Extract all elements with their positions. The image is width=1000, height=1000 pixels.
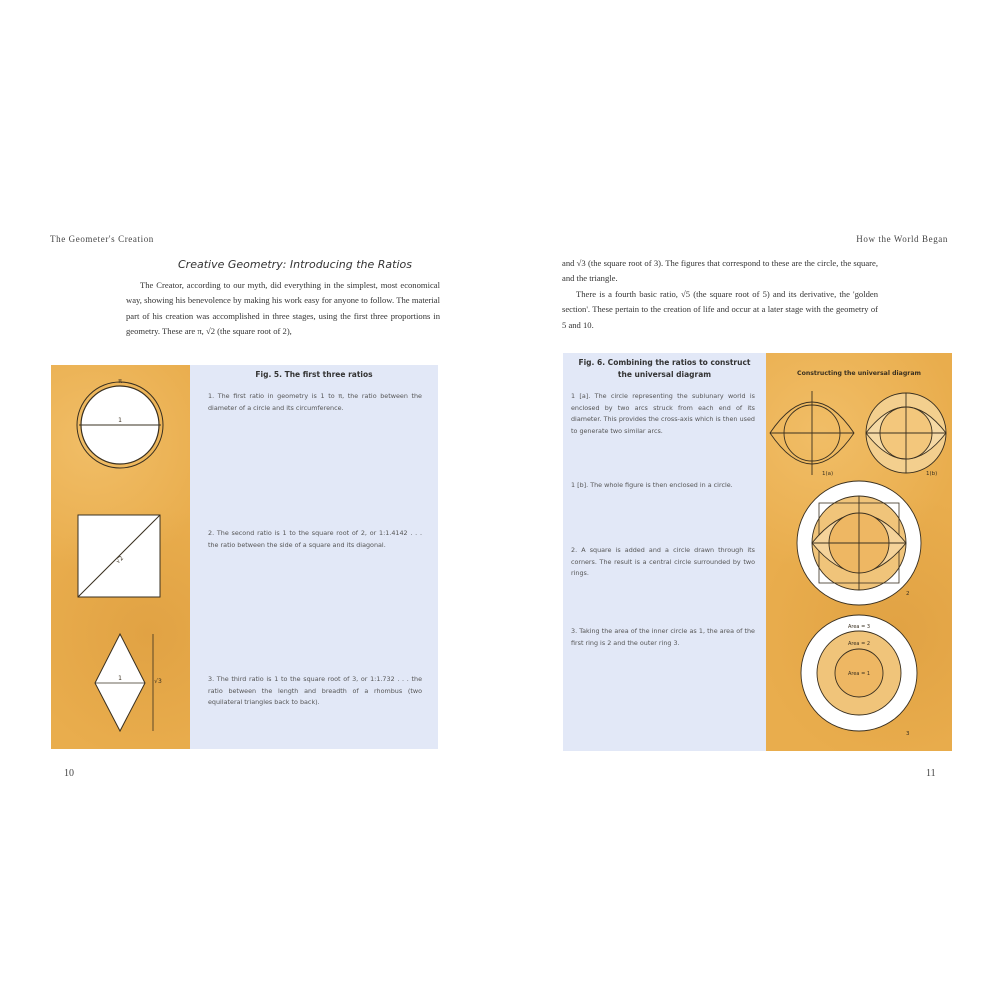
circle-diameter-label: 1 [118,417,122,424]
fig5-caption-3: 3. The third ratio is 1 to the square root of 3, or 1:1.732 . . . the ratio between the length and breadth of a rhombus (two equilateral triangles back to back). [208,675,422,706]
circle-top-label: π [118,378,122,385]
diagram-step-1a [770,391,854,475]
right-paragraph-1: and √3 (the square root of 3). The figures that correspond to these are the circle, the square, and the triangle. [562,258,878,284]
fig5-gold-panel [51,365,190,749]
rhombus-height-label: √3 [154,678,162,685]
fig6-caption-1a: 1 [a]. The circle representing the sublunary world is enclosed by two arcs struck from each end of its diameter. This provides the cross-axis which is then used to generate two similar arcs. [571,392,755,435]
right-paragraph-2: There is a fourth basic ratio, √5 (the square root of 5) and its derivative, the 'golden section'. These pertain to the creation of life and occur at a later stage with the geometry of 5 and 10. [562,288,878,330]
right-body-text [562,256,878,333]
fig6-title-line1: Fig. 6. Combining the ratios to construct [578,358,751,367]
fig5-shapes [51,365,190,749]
label-step-1a: 1(a) [822,471,834,477]
universal-diagram [766,353,952,751]
fig5-caption-1: 1. The first ratio in geometry is 1 to π, the ratio between the diameter of a circle and its circumference. [208,392,422,412]
label-area-1: Area = 1 [847,671,871,677]
fig6-title-line2: the universal diagram [617,370,712,379]
page-number-left: 10 [64,768,74,779]
fig5-title: Fig. 5. The first three ratios [255,370,373,379]
fig6-gold-panel [766,353,952,751]
fig6-caption-1b: 1 [b]. The whole figure is then enclosed in a circle. [571,481,733,489]
fig6-caption-panel [563,353,766,751]
diagram-step-2 [797,481,921,605]
square-diagonal-label: √2 [114,554,126,566]
label-step-2: 2 [906,591,910,597]
running-head-right: How the World Began [856,234,948,244]
fig6-title [563,357,766,381]
label-step-1b: 1(b) [926,471,938,477]
section-title: Creative Geometry: Introducing the Ratios [178,258,412,271]
label-area-3: Area = 3 [847,624,871,630]
left-paragraph: The Creator, according to our myth, did everything in the simplest, most economical way, showing his benevolence by making his work easy for anyone to follow. The material part of his creation was accomplished in three stages, using the first three proportions in geometry. These are π, √2 (the square root of 2), [126,280,440,337]
page-number-right: 11 [926,768,936,779]
fig5-caption-panel [190,365,438,749]
left-body-text [126,278,440,340]
diagram-title: Constructing the universal diagram [797,370,921,377]
diagram-step-1b [866,393,946,473]
fig6-caption-2: 2. A square is added and a circle drawn through its corners. The result is a central circle surrounded by two rings. [571,546,755,577]
ratio-rhombus [95,634,145,731]
label-area-2: Area = 2 [847,641,871,647]
fig6-caption-3: 3. Taking the area of the inner circle as 1, the area of the first ring is 2 and the outer ring 3. [571,627,755,647]
fig5-caption-2: 2. The second ratio is 1 to the square root of 2, or 1:1.4142 . . . the ratio between the side of a square and its diagonal. [208,529,422,549]
running-head-left: The Geometer's Creation [50,234,154,244]
rhombus-width-label: 1 [118,675,122,682]
label-step-3: 3 [906,731,910,737]
